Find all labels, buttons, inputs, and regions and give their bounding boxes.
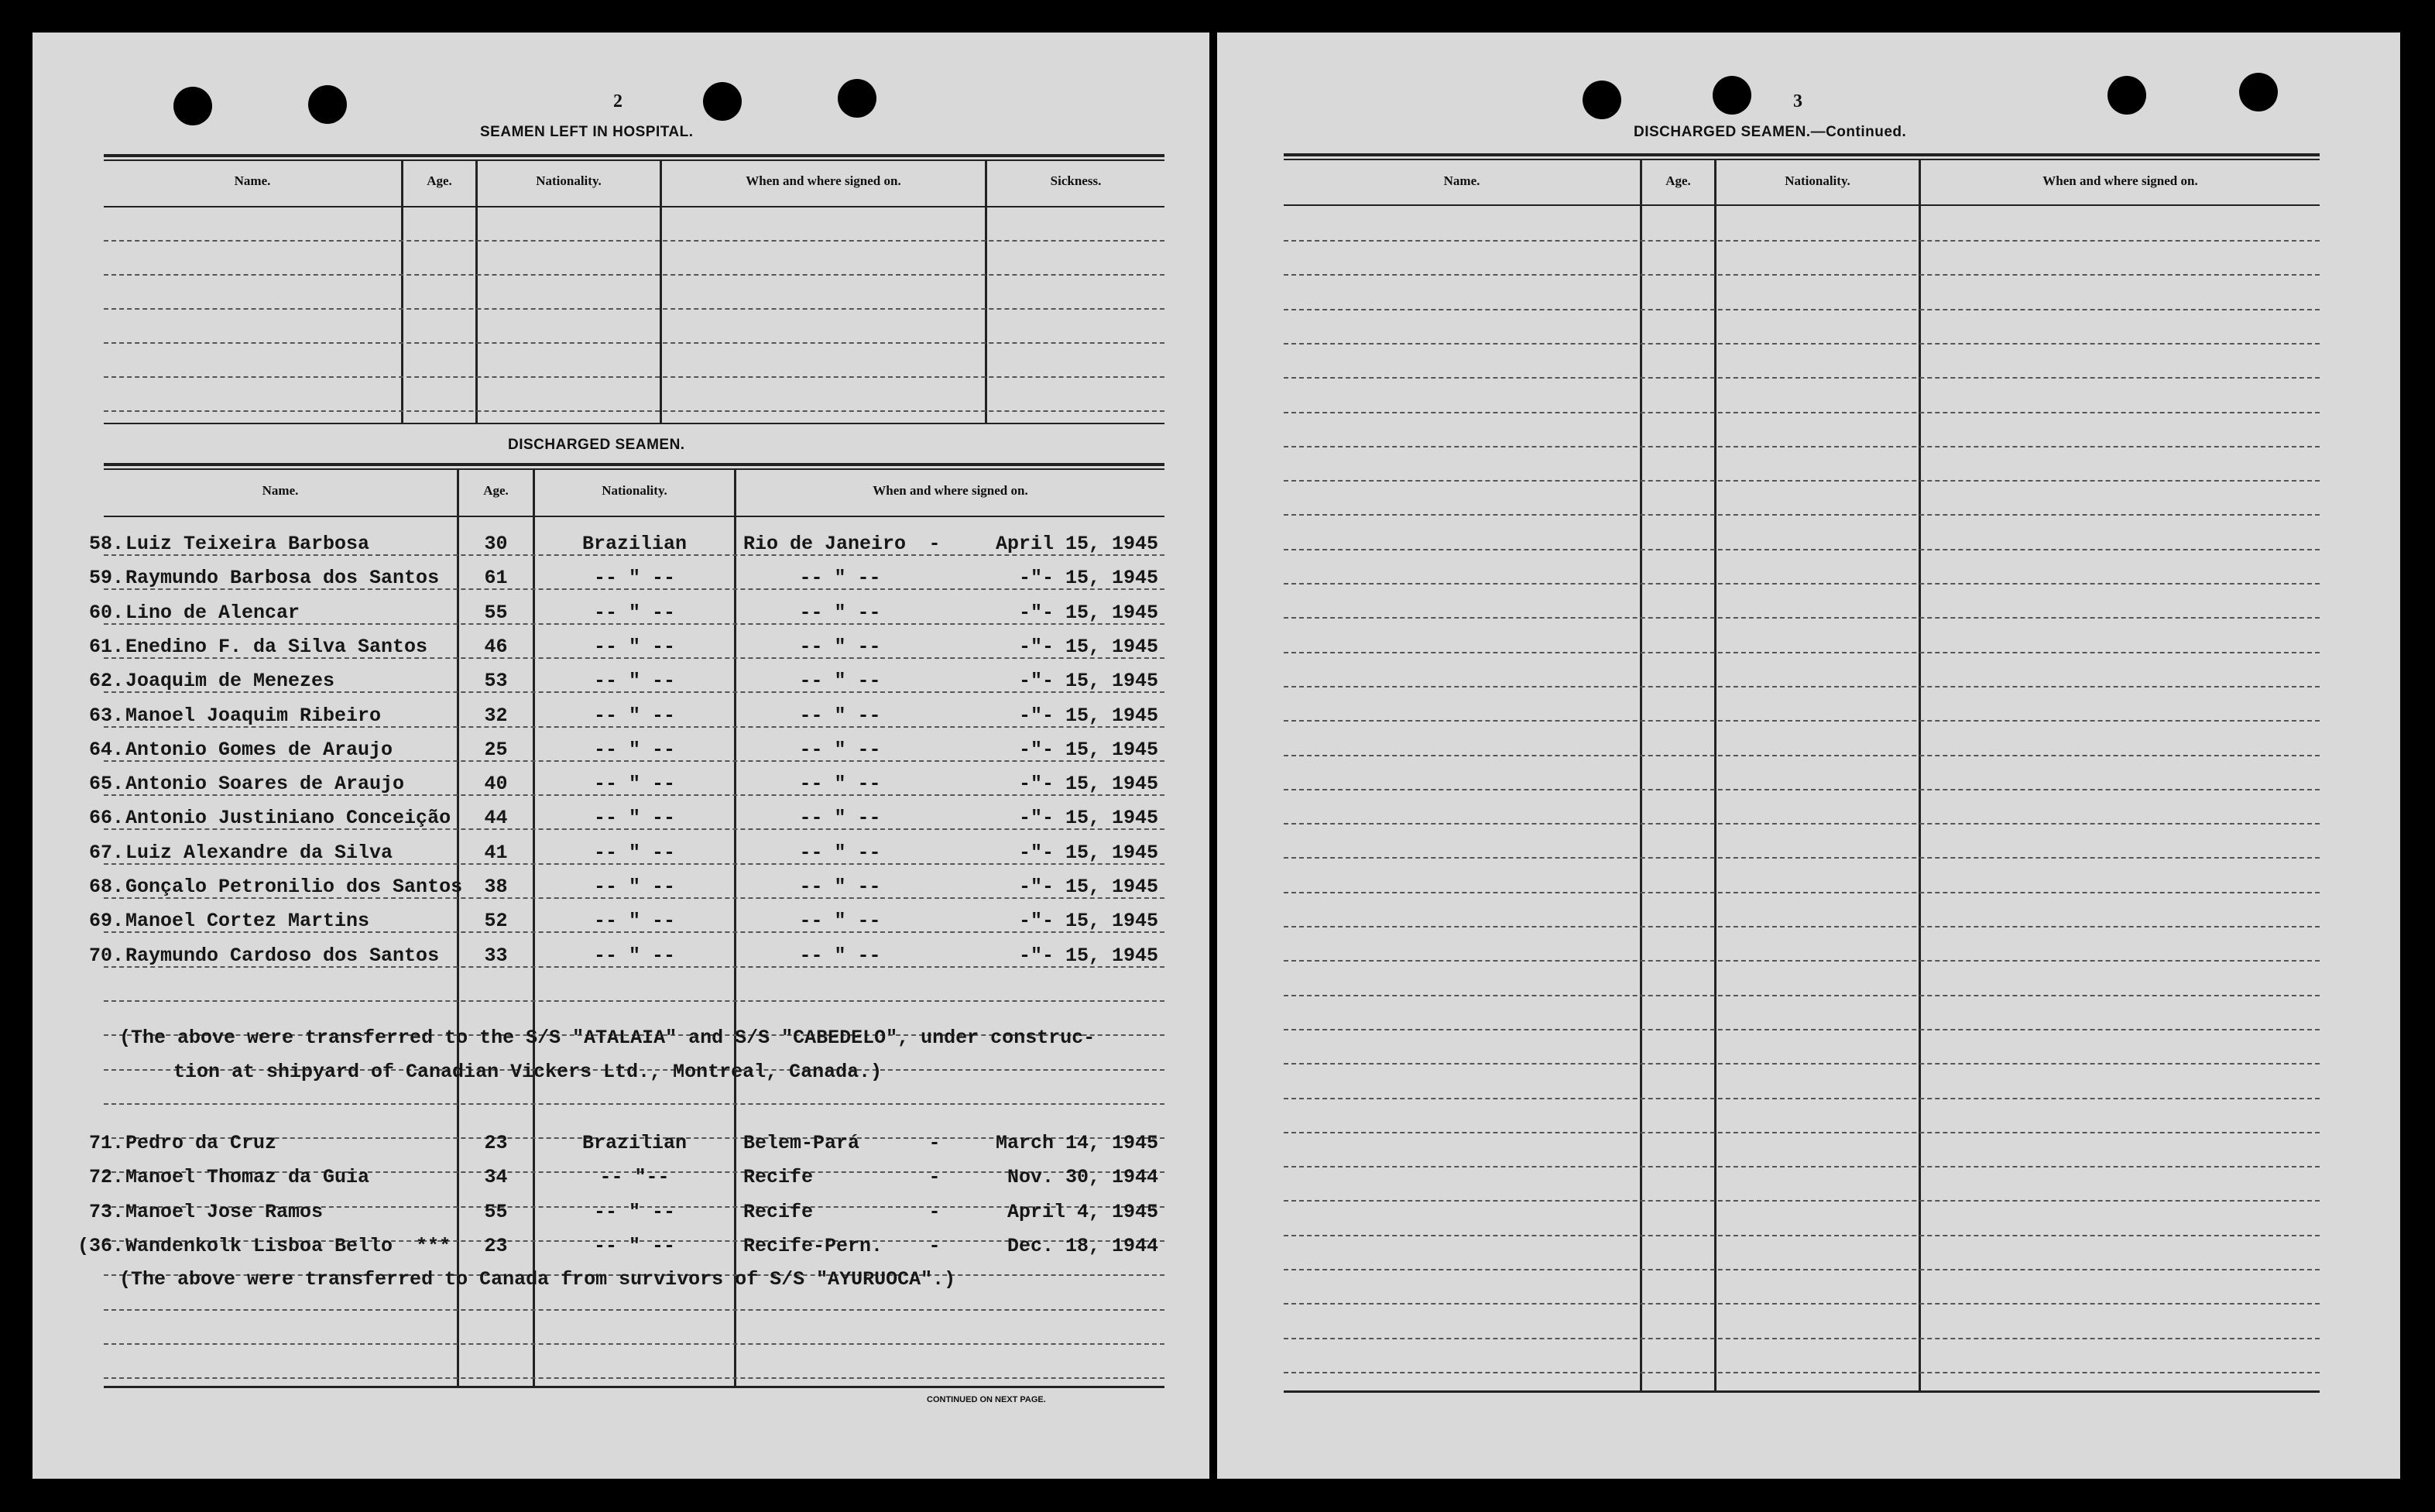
- date-separator: -: [928, 1234, 941, 1257]
- seaman-name: Joaquim de Menezes: [125, 670, 335, 693]
- row-number: 62.: [88, 670, 124, 693]
- seaman-name: Wandenkolk Lisboa Bello ***: [125, 1234, 451, 1257]
- seaman-name: Raymundo Barbosa dos Santos: [125, 567, 440, 590]
- seaman-nationality: -- " --: [593, 1200, 676, 1223]
- row-number: 69.: [88, 910, 124, 933]
- seaman-name: Enedino F. da Silva Santos: [125, 635, 428, 658]
- signed-on-place: -- " --: [799, 601, 881, 624]
- signed-on-date: -"- 15, 1945: [1018, 910, 1158, 933]
- ruled-line: [1284, 892, 2320, 893]
- seaman-nationality: -- " --: [593, 807, 676, 830]
- column-divider: [401, 159, 403, 423]
- ruled-line: [1284, 480, 2320, 482]
- ruled-line: [1284, 549, 2320, 550]
- discharged-heading: DISCHARGED SEAMEN.: [508, 437, 685, 453]
- continued-col-signed-on: When and where signed on.: [2042, 173, 2198, 188]
- seaman-age: 38: [484, 876, 508, 898]
- seaman-age: 32: [484, 704, 508, 727]
- signed-on-date: -"- 15, 1945: [1018, 601, 1158, 624]
- ruled-line: [104, 1103, 1164, 1105]
- ruled-line: [104, 410, 1164, 412]
- signed-on-place: -- " --: [799, 807, 881, 830]
- signed-on-place: -- " --: [799, 841, 881, 864]
- signed-on-place: -- " --: [799, 704, 881, 727]
- ruled-line: [104, 1377, 1164, 1379]
- seaman-age: 46: [484, 635, 508, 658]
- discharged-continued-heading: DISCHARGED SEAMEN.—Continued.: [1634, 124, 1907, 140]
- ruled-line: [104, 274, 1164, 276]
- date-separator: -: [928, 1132, 941, 1154]
- ruled-line: [1284, 309, 2320, 310]
- punch-hole: [308, 85, 347, 124]
- table-rule: [104, 206, 1164, 207]
- left-page: [33, 33, 1209, 1479]
- ruled-line: [1284, 1269, 2320, 1270]
- right-page: [1217, 33, 2400, 1479]
- punch-hole: [1583, 81, 1621, 119]
- ruled-line: [1284, 857, 2320, 859]
- seaman-name: Gonçalo Petronilio dos Santos: [125, 876, 463, 898]
- ruled-line: [1284, 652, 2320, 653]
- seaman-name: Pedro da Cruz: [125, 1132, 277, 1154]
- continued-col-name: Name.: [1443, 173, 1480, 188]
- seaman-name: Raymundo Cardoso dos Santos: [125, 944, 440, 967]
- seaman-nationality: -- " --: [593, 704, 676, 727]
- transfer-note-1: (The above were transferred to the S/S "ATALAIA" and S/S "CABEDELO", under construc-: [119, 1027, 1096, 1049]
- ruled-line: [104, 240, 1164, 242]
- seaman-age: 41: [484, 841, 508, 864]
- table-rule: [1284, 159, 2320, 160]
- ruled-line: [1284, 1338, 2320, 1339]
- date-separator: -: [928, 1166, 941, 1189]
- signed-on-date: -"- 15, 1945: [1018, 738, 1158, 761]
- table-rule: [104, 154, 1164, 157]
- seaman-nationality: -- " --: [593, 773, 676, 796]
- seaman-nationality: -- " --: [593, 670, 676, 693]
- signed-on-date: -"- 15, 1945: [1018, 876, 1158, 898]
- punch-hole: [703, 82, 742, 121]
- row-number: 61.: [88, 635, 124, 658]
- ruled-line: [1284, 720, 2320, 722]
- row-number: 71.: [88, 1132, 124, 1154]
- row-number: 63.: [88, 704, 124, 727]
- signed-on-date: -"- 15, 1945: [1018, 773, 1158, 796]
- signed-on-date: March 14, 1945: [995, 1132, 1158, 1154]
- seaman-age: 40: [484, 773, 508, 796]
- seaman-age: 23: [484, 1234, 508, 1257]
- seaman-name: Lino de Alencar: [125, 601, 300, 624]
- ruled-line: [1284, 412, 2320, 413]
- ruled-line: [104, 1343, 1164, 1345]
- seaman-age: 44: [484, 807, 508, 830]
- seaman-nationality: -- " --: [593, 841, 676, 864]
- signed-on-place: Belem-Pará: [743, 1132, 860, 1154]
- punch-hole: [173, 87, 212, 125]
- seaman-age: 55: [484, 1200, 508, 1223]
- ruled-line: [1284, 1063, 2320, 1065]
- signed-on-place: Recife: [743, 1200, 814, 1223]
- table-rule: [104, 1386, 1164, 1388]
- ruled-line: [104, 342, 1164, 344]
- signed-on-place: -- " --: [799, 944, 881, 967]
- signed-on-date: April 15, 1945: [995, 533, 1158, 555]
- ruled-line: [1284, 686, 2320, 687]
- signed-on-place: -- " --: [799, 876, 881, 898]
- row-number: 58.: [88, 533, 124, 555]
- column-divider: [475, 159, 478, 423]
- seaman-name: Manoel Joaquim Ribeiro: [125, 704, 382, 727]
- ruled-line: [1284, 583, 2320, 585]
- row-number: 72.: [88, 1166, 124, 1189]
- row-number: 66.: [88, 807, 124, 830]
- signed-on-place: Recife-Pern.: [743, 1234, 883, 1257]
- ruled-line: [1284, 1235, 2320, 1236]
- column-divider: [985, 159, 987, 423]
- row-number: 73.: [88, 1200, 124, 1223]
- seaman-name: Antonio Gomes de Araujo: [125, 738, 393, 761]
- ruled-line: [1284, 1372, 2320, 1373]
- date-separator: -: [928, 533, 941, 555]
- continued-col-age: Age.: [1665, 173, 1691, 188]
- hospital-col-name: Name.: [234, 173, 271, 188]
- ruled-line: [1284, 1166, 2320, 1167]
- signed-on-place: -- " --: [799, 567, 881, 590]
- ruled-line: [104, 376, 1164, 378]
- seaman-age: 55: [484, 601, 508, 624]
- row-number: 65.: [88, 773, 124, 796]
- seaman-nationality: -- " --: [593, 601, 676, 624]
- ruled-line: [1284, 1200, 2320, 1202]
- signed-on-place: -- " --: [799, 738, 881, 761]
- signed-on-date: April 4, 1945: [1007, 1200, 1158, 1223]
- row-number: 67.: [88, 841, 124, 864]
- signed-on-date: -"- 15, 1945: [1018, 567, 1158, 590]
- seaman-age: 52: [484, 910, 508, 933]
- signed-on-date: -"- 15, 1945: [1018, 807, 1158, 830]
- signed-on-place: -- " --: [799, 910, 881, 933]
- discharged-col-age: Age.: [483, 483, 509, 498]
- continued-footer: CONTINUED ON NEXT PAGE.: [927, 1395, 1046, 1404]
- discharged-col-name: Name.: [262, 483, 299, 498]
- seaman-age: 30: [484, 533, 508, 555]
- ruled-line: [1284, 755, 2320, 756]
- seaman-name: Luiz Alexandre da Silva: [125, 841, 393, 864]
- column-divider: [734, 468, 736, 1387]
- signed-on-place: -- " --: [799, 773, 881, 796]
- seaman-nationality: -- " --: [593, 567, 676, 590]
- table-rule: [1284, 153, 2320, 156]
- date-separator: -: [928, 1200, 941, 1223]
- row-number: 59.: [88, 567, 124, 590]
- discharged-col-nationality: Nationality.: [602, 483, 667, 498]
- row-number: 60.: [88, 601, 124, 624]
- signed-on-date: -"- 15, 1945: [1018, 944, 1158, 967]
- signed-on-place: -- " --: [799, 635, 881, 658]
- signed-on-place: -- " --: [799, 670, 881, 693]
- page-number: 3: [1793, 91, 1802, 111]
- discharged-col-signed-on: When and where signed on.: [873, 483, 1028, 498]
- signed-on-place: Recife: [743, 1166, 814, 1189]
- ruled-line: [1284, 995, 2320, 996]
- row-number: 68.: [88, 876, 124, 898]
- transfer-note-2: (The above were transferred to Canada from survivors of S/S "AYURUOCA".): [119, 1268, 956, 1291]
- seaman-nationality: Brazilian: [581, 1132, 688, 1154]
- signed-on-date: -"- 15, 1945: [1018, 704, 1158, 727]
- table-rule: [104, 463, 1164, 466]
- row-number: (36.: [77, 1234, 124, 1257]
- continued-col-nationality: Nationality.: [1785, 173, 1850, 188]
- ruled-line: [1284, 926, 2320, 927]
- seaman-name: Luiz Teixeira Barbosa: [125, 533, 370, 555]
- ruled-line: [1284, 514, 2320, 516]
- table-rule: [104, 516, 1164, 517]
- ruled-line: [1284, 1029, 2320, 1030]
- table-rule: [1284, 1390, 2320, 1393]
- hospital-col-nationality: Nationality.: [536, 173, 602, 188]
- ruled-line: [1284, 1098, 2320, 1099]
- row-number: 64.: [88, 738, 124, 761]
- seaman-name: Manoel Jose Ramos: [125, 1200, 324, 1223]
- signed-on-date: Dec. 18, 1944: [1007, 1234, 1158, 1257]
- seaman-age: 25: [484, 738, 508, 761]
- signed-on-date: -"- 15, 1945: [1018, 670, 1158, 693]
- ruled-line: [1284, 446, 2320, 447]
- ruled-line: [104, 1000, 1164, 1002]
- seaman-nationality: -- " --: [593, 738, 676, 761]
- seaman-name: Manoel Cortez Martins: [125, 910, 370, 933]
- ruled-line: [1284, 789, 2320, 790]
- ruled-line: [1284, 343, 2320, 345]
- seaman-name: Antonio Justiniano Conceição: [125, 807, 451, 830]
- ruled-line: [1284, 377, 2320, 379]
- hospital-heading: SEAMEN LEFT IN HOSPITAL.: [480, 124, 694, 140]
- hospital-col-age: Age.: [427, 173, 452, 188]
- ruled-line: [1284, 240, 2320, 242]
- ruled-line: [104, 1309, 1164, 1311]
- punch-hole: [1713, 76, 1751, 115]
- punch-hole: [838, 79, 876, 118]
- ruled-line: [1284, 823, 2320, 825]
- signed-on-place: Rio de Janeiro: [743, 533, 907, 555]
- punch-hole: [2107, 76, 2146, 115]
- column-divider: [660, 159, 662, 423]
- hospital-col-sickness: Sickness.: [1050, 173, 1102, 188]
- seaman-age: 33: [484, 944, 508, 967]
- seaman-nationality: Brazilian: [581, 533, 688, 555]
- table-rule: [104, 468, 1164, 470]
- ruled-line: [1284, 1303, 2320, 1305]
- table-rule: [104, 159, 1164, 161]
- ruled-line: [1284, 1132, 2320, 1133]
- ruled-line: [1284, 274, 2320, 276]
- seaman-age: 61: [484, 567, 508, 590]
- seaman-age: 23: [484, 1132, 508, 1154]
- seaman-nationality: -- " --: [593, 876, 676, 898]
- signed-on-date: -"- 15, 1945: [1018, 841, 1158, 864]
- seaman-age: 53: [484, 670, 508, 693]
- signed-on-date: Nov. 30, 1944: [1007, 1166, 1158, 1189]
- page-number: 2: [613, 91, 622, 111]
- ruled-line: [104, 308, 1164, 310]
- ruled-line: [1284, 960, 2320, 962]
- hospital-col-signed-on: When and where signed on.: [746, 173, 901, 188]
- seaman-nationality: -- " --: [593, 944, 676, 967]
- seaman-nationality: -- " --: [593, 910, 676, 933]
- seaman-nationality: -- "--: [599, 1166, 670, 1189]
- table-rule: [104, 423, 1164, 424]
- seaman-nationality: -- " --: [593, 1234, 676, 1257]
- row-number: 70.: [88, 944, 124, 967]
- punch-hole: [2239, 73, 2278, 111]
- transfer-note-1-cont: tion at shipyard of Canadian Vickers Ltd., Montreal, Canada.): [173, 1061, 883, 1083]
- signed-on-date: -"- 15, 1945: [1018, 635, 1158, 658]
- seaman-nationality: -- " --: [593, 635, 676, 658]
- seaman-age: 34: [484, 1166, 508, 1189]
- seaman-name: Antonio Soares de Araujo: [125, 773, 405, 796]
- seaman-name: Manoel Thomaz da Guia: [125, 1166, 370, 1189]
- table-rule: [1284, 204, 2320, 206]
- ruled-line: [1284, 617, 2320, 619]
